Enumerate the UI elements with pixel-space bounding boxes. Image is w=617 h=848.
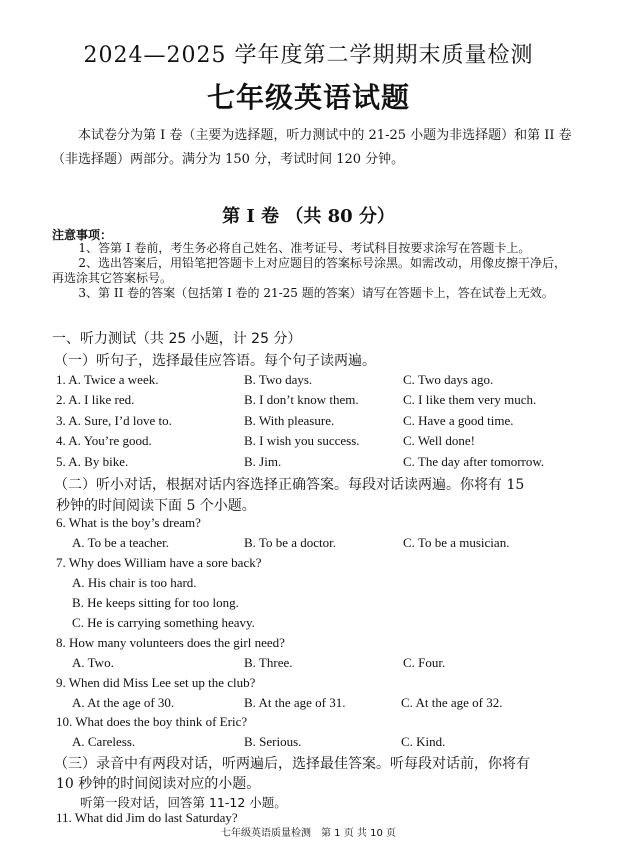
q8-c: C. Four. [403,655,446,670]
q9-a: A. At the age of 30. [72,695,175,710]
notice-item-3: 3、第 II 卷的答案（包括第 I 卷的 21-25 题的答案）请写在答题卡上，答在试卷上无效。 [78,286,554,300]
q6-a: A. To be a teacher. [72,535,170,550]
q8-a: A. Two. [72,655,114,670]
sub2-instruction-line2: 秒钟的时间阅读下面 5 个小题。 [56,498,256,514]
q1-b: B. Two days. [244,372,313,387]
exam-subtitle: 七年级英语试题 [206,81,410,114]
q2-a: 2. A. I like red. [56,392,135,407]
q8-b: B. Three. [244,655,293,670]
q1-c: C. Two days ago. [403,372,494,387]
q4-a: 4. A. You’re good. [56,433,152,448]
q5-a: 5. A. By bike. [56,454,129,469]
q7-b: B. He keeps sitting for too long. [72,595,239,610]
sub3-instruction-line1: （三）录音中有两段对话，听两遍后，选择最佳答案。听每段对话前，你将有 [54,756,530,772]
notice-item-1: 1、答第 I 卷前，考生务必将自己姓名、准考证号、考试科目按要求涂写在答题卡上。 [78,241,531,255]
q7-c: C. He is carrying something heavy. [72,615,255,630]
q5-c: C. The day after tomorrow. [403,454,545,469]
q9-text: 9. When did Miss Lee set up the club? [56,675,256,690]
q3-c: C. Have a good time. [403,413,514,428]
section1-heading: 一、听力测试（共 25 小题，计 25 分） [52,331,302,347]
q10-text: 10. What does the boy think of Eric? [56,714,248,729]
q8-text: 8. How many volunteers does the girl need? [56,635,285,650]
q2-c: C. I like them very much. [403,392,537,407]
q7-a: A. His chair is too hard. [72,575,197,590]
q1-a: 1. A. Twice a week. [56,372,159,387]
exam-title: 2024—2025 学年度第二学期期末质量检测 [83,43,534,68]
q3-b: B. With pleasure. [244,413,335,428]
part1-title: 第 I 卷 （共 80 分） [222,206,395,227]
notice-heading: 注意事项： [52,228,113,242]
q10-c: C. Kind. [401,734,446,749]
q4-c: C. Well done! [403,433,476,448]
q10-a: A. Careless. [72,734,136,749]
q9-c: C. At the age of 32. [401,695,503,710]
q6-b: B. To be a doctor. [244,535,337,550]
q11-text: 11. What did Jim do last Saturday? [56,810,238,825]
q10-b: B. Serious. [244,734,302,749]
q3-a: 3. A. Sure, I’d love to. [56,413,172,428]
q5-b: B. Jim. [244,454,282,469]
sub3-instruction-line2: 10 秒钟的时间阅读对应的小题。 [56,776,261,792]
page-footer: 七年级英语质量检测 第 1 页 共 10 页 [221,828,396,839]
notice-item-2: 2、选出答案后，用铅笔把答题卡上对应题目的答案标号涂黑。如需改动，用像皮擦干净后，再选涂其它答案标号。 [52,256,567,285]
q9-b: B. At the age of 31. [244,695,346,710]
q2-b: B. I don’t know them. [244,392,359,407]
sub1-instruction: （一）听句子，选择最佳应答语。每个句子读两遍。 [54,353,376,369]
q7-text: 7. Why does William have a sore back? [56,555,262,570]
intro-paragraph: 本试卷分为第 I 卷（主要为选择题，听力测试中的 21-25 小题为非选择题）和第 II 卷（非选择题）两部分。满分为 150 分，考试时间 120 分钟。 [52,128,572,167]
q6-text: 6. What is the boy’s dream? [56,515,201,530]
q6-c: C. To be a musician. [403,535,510,550]
dialogue1-hint: 听第一段对话，回答第 11-12 小题。 [80,795,287,810]
q4-b: B. I wish you success. [244,433,360,448]
sub2-instruction-line1: （二）听小对话，根据对话内容选择正确答案。每段对话读两遍。你将有 15 [54,477,525,493]
